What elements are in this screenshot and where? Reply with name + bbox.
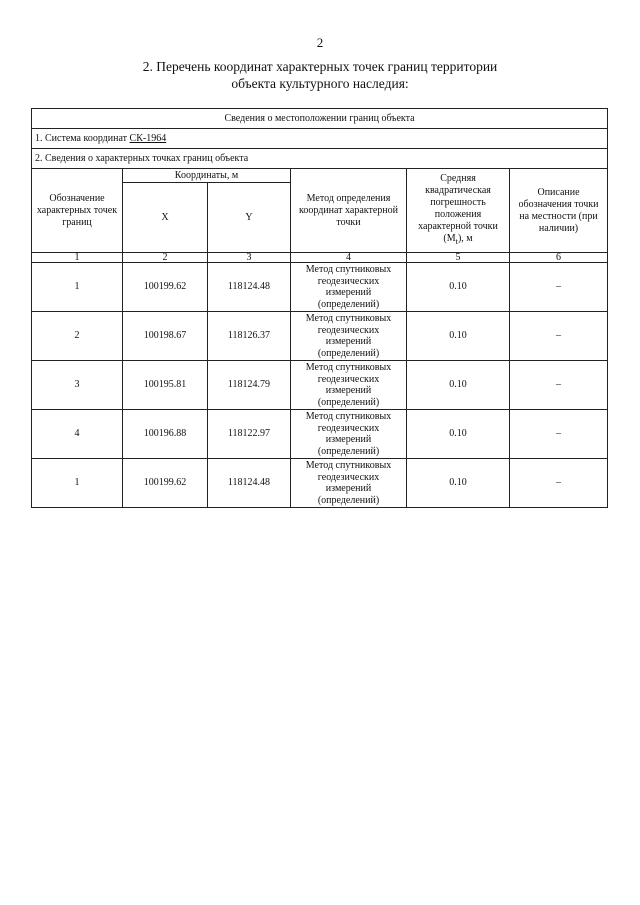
cell-point: 1 xyxy=(32,263,123,312)
cell-y: 118126.37 xyxy=(208,312,291,361)
header-y: Y xyxy=(208,183,291,253)
header-error-suffix: ), м xyxy=(457,233,473,244)
cell-x: 100198.67 xyxy=(123,312,208,361)
cell-description: – xyxy=(510,459,608,508)
header-point: Обозначение характерных точек границ xyxy=(32,169,123,253)
cell-point: 2 xyxy=(32,312,123,361)
header-error-text: Средняя квадратическая погрешность положения характерной точки (M xyxy=(418,173,498,244)
page-number: 2 xyxy=(316,35,324,50)
cell-method: Метод спутниковых геодезических измерений (определений) xyxy=(291,410,407,459)
column-number: 6 xyxy=(510,253,608,263)
coordinate-system xyxy=(32,129,608,149)
cell-point: 1 xyxy=(32,459,123,508)
table-row xyxy=(32,361,608,410)
points-title-row xyxy=(32,149,608,169)
cell-error: 0.10 xyxy=(407,312,510,361)
header-coordinates: Координаты, м xyxy=(123,169,291,183)
coordinates-table xyxy=(31,108,608,508)
table-row xyxy=(32,410,608,459)
cell-description: – xyxy=(510,410,608,459)
column-number: 1 xyxy=(32,253,123,263)
document-title-line-1: 2. Перечень координат характерных точек границ территории xyxy=(142,59,498,74)
cell-y: 118124.48 xyxy=(208,459,291,508)
table-section-title-row xyxy=(32,109,608,129)
header-error-subscript: t xyxy=(455,237,458,246)
cell-error: 0.10 xyxy=(407,263,510,312)
table-row xyxy=(32,263,608,312)
cell-description: – xyxy=(510,263,608,312)
cell-x: 100199.62 xyxy=(123,263,208,312)
column-numbers-row xyxy=(32,253,608,263)
cell-y: 118122.97 xyxy=(208,410,291,459)
column-number: 5 xyxy=(407,253,510,263)
cell-method: Метод спутниковых геодезических измерений (определений) xyxy=(291,263,407,312)
header-row-1 xyxy=(32,169,608,183)
table-section-title: Сведения о местоположении границ объекта xyxy=(32,109,608,129)
header-description: Описание обозначения точки на местности (при наличии) xyxy=(510,169,608,253)
table-row xyxy=(32,312,608,361)
document-title-line-2: объекта культурного наследия: xyxy=(231,76,409,91)
cell-error: 0.10 xyxy=(407,410,510,459)
cell-x: 100196.88 xyxy=(123,410,208,459)
header-x: X xyxy=(123,183,208,253)
cell-y: 118124.48 xyxy=(208,263,291,312)
coordinate-system-prefix: 1. Система координат xyxy=(35,132,130,144)
document-title xyxy=(0,58,640,92)
cell-point: 3 xyxy=(32,361,123,410)
column-number: 4 xyxy=(291,253,407,263)
cell-point: 4 xyxy=(32,410,123,459)
column-number: 3 xyxy=(208,253,291,263)
cell-method: Метод спутниковых геодезических измерений (определений) xyxy=(291,361,407,410)
cell-x: 100199.62 xyxy=(123,459,208,508)
header-error xyxy=(407,169,510,253)
cell-error: 0.10 xyxy=(407,361,510,410)
coordinate-system-name: СК-1964 xyxy=(129,132,167,144)
points-title: 2. Сведения о характерных точках границ объекта xyxy=(32,149,608,169)
cell-method: Метод спутниковых геодезических измерений (определений) xyxy=(291,312,407,361)
cell-y: 118124.79 xyxy=(208,361,291,410)
cell-error: 0.10 xyxy=(407,459,510,508)
coordinate-system-row xyxy=(32,129,608,149)
header-method: Метод определения координат характерной точки xyxy=(291,169,407,253)
cell-description: – xyxy=(510,361,608,410)
cell-x: 100195.81 xyxy=(123,361,208,410)
cell-description: – xyxy=(510,312,608,361)
table-row xyxy=(32,459,608,508)
column-number: 2 xyxy=(123,253,208,263)
cell-method: Метод спутниковых геодезических измерений (определений) xyxy=(291,459,407,508)
